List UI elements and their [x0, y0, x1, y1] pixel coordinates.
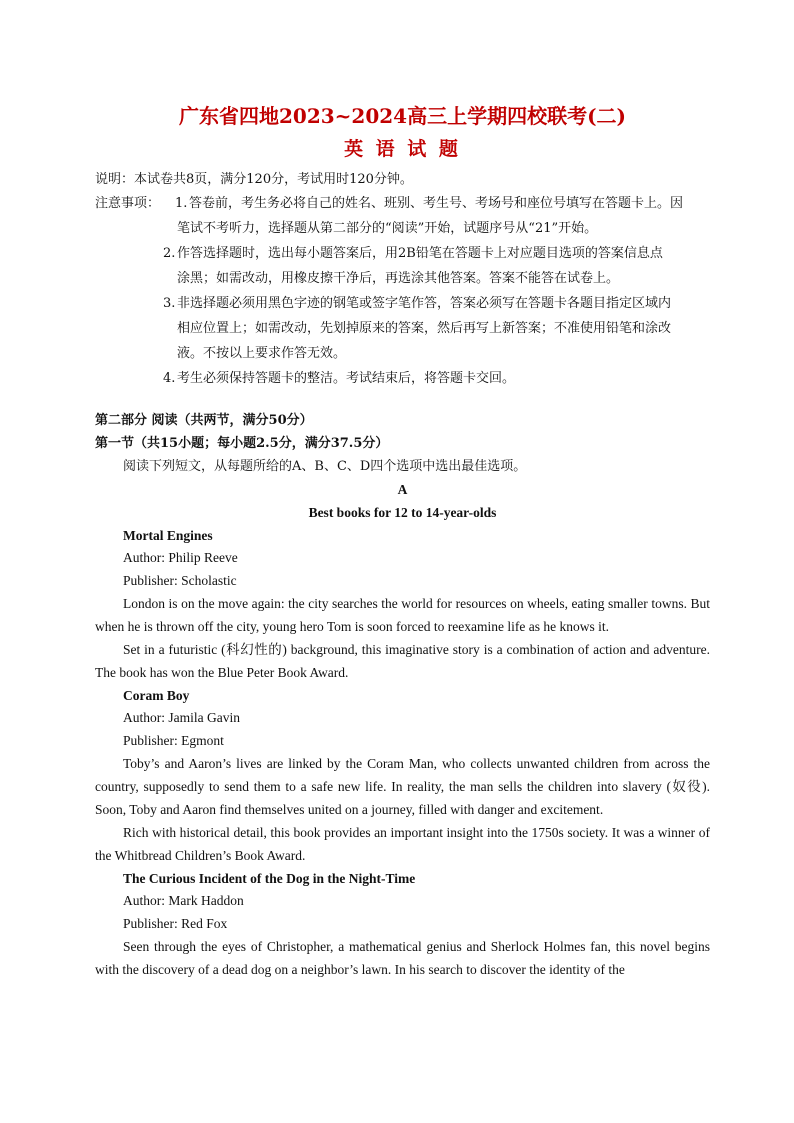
note-item — [163, 291, 710, 366]
book-entry — [95, 684, 710, 867]
exam-subtitle: 英 语 试 题 — [344, 138, 461, 160]
exam-intro: 说明：本试卷共8页，满分120分，考试用时120分钟。 — [95, 172, 413, 187]
note-number: 4. — [163, 371, 176, 386]
book-paragraph: Toby’s and Aaron’s lives are linked by the Coram Man, who collects unwanted children from across the country, supposedly to send them to a safe new life. In reality, the man sells the children into slavery (奴役). Soon, Toby and Aaron find themselves united on a journey, filled with danger and excitement. — [95, 756, 710, 817]
book-title: The Curious Incident of the Dog in the Night-Time — [123, 871, 416, 886]
note-number: 3. — [163, 296, 176, 311]
book-publisher: Publisher: Egmont — [123, 732, 224, 748]
book-author: Author: Mark Haddon — [123, 893, 244, 908]
note-number: 1. — [175, 196, 188, 211]
book-title: Coram Boy — [123, 688, 190, 703]
notes-label: 注意事项： — [95, 196, 161, 211]
book-paragraph: Set in a futuristic (科幻性的) background, this imaginative story is a combination of action and adventure. The book has won the Blue Peter Book Award. — [95, 642, 710, 680]
book-paragraph: London is on the move again: the city searches the world for resources on wheels, eating smaller towns. But when he is thrown off the city, young hero Tom is soon forced to reexamine life as he knows it. — [95, 596, 710, 634]
book-paragraph: Seen through the eyes of Christopher, a mathematical genius and Sherlock Holmes fan, this novel begins with the discovery of a dead dog on a neighbor’s lawn. In his search to discover the identity of the — [95, 939, 710, 977]
section-direction: 阅读下列短文，从每题所给的A、B、C、D四个选项中选出最佳选项。 — [123, 459, 527, 474]
book-paragraph: Rich with historical detail, this book provides an important insight into the 1750s society. It was a winner of the Whitbread Children’s Book Award. — [95, 825, 710, 863]
note-item — [163, 216, 710, 241]
note-item — [163, 366, 710, 391]
part-title: 第二部分 阅读（共两节，满分50分） — [95, 413, 313, 428]
note-line: 液。不按以上要求作答无效。 — [177, 346, 347, 361]
note-line: 考生必须保持答题卡的整洁。考试结束后，将答题卡交回。 — [177, 371, 516, 386]
note-line: 答卷前，考生务必将自己的姓名、班别、考生号、考场号和座位号填写在答题卡上。因 — [189, 196, 684, 211]
book-publisher: Publisher: Scholastic — [123, 572, 237, 588]
book-title: Mortal Engines — [123, 528, 213, 543]
exam-page — [95, 100, 710, 981]
notes-list — [175, 191, 710, 216]
note-line: 相应位置上；如需改动，先划掉原来的答案，然后再写上新答案；不准使用铅笔和涂改 — [177, 321, 672, 336]
exam-title: 广东省四地2023~2024高三上学期四校联考(二) — [178, 104, 626, 128]
book-publisher: Publisher: Red Fox — [123, 915, 228, 931]
notes-block — [95, 191, 710, 216]
notes-continued — [95, 216, 710, 391]
section-title: 第一节（共15小题；每小题2.5分，满分37.5分） — [95, 436, 389, 451]
passage-letter: A — [397, 482, 408, 497]
passage-title: Best books for 12 to 14-year-olds — [308, 505, 497, 520]
note-line: 涂黑；如需改动，用橡皮擦干净后，再选涂其他答案。答案不能答在试卷上。 — [177, 271, 620, 286]
book-author: Author: Jamila Gavin — [123, 710, 240, 725]
note-line: 笔试不考听力，选择题从第二部分的“阅读”开始，试题序号从“21”开始。 — [177, 221, 598, 236]
note-number: 2. — [163, 246, 176, 261]
note-item — [175, 191, 710, 216]
book-entry — [95, 524, 710, 684]
note-line: 作答选择题时，选出每小题答案后，用2B铅笔在答题卡上对应题目选项的答案信息点 — [177, 246, 663, 261]
note-item — [163, 241, 710, 291]
book-entry — [95, 867, 710, 981]
book-author: Author: Philip Reeve — [123, 550, 238, 565]
note-line: 非选择题必须用黑色字迹的钢笔或签字笔作答，答案必须写在答题卡各题目指定区域内 — [177, 296, 672, 311]
